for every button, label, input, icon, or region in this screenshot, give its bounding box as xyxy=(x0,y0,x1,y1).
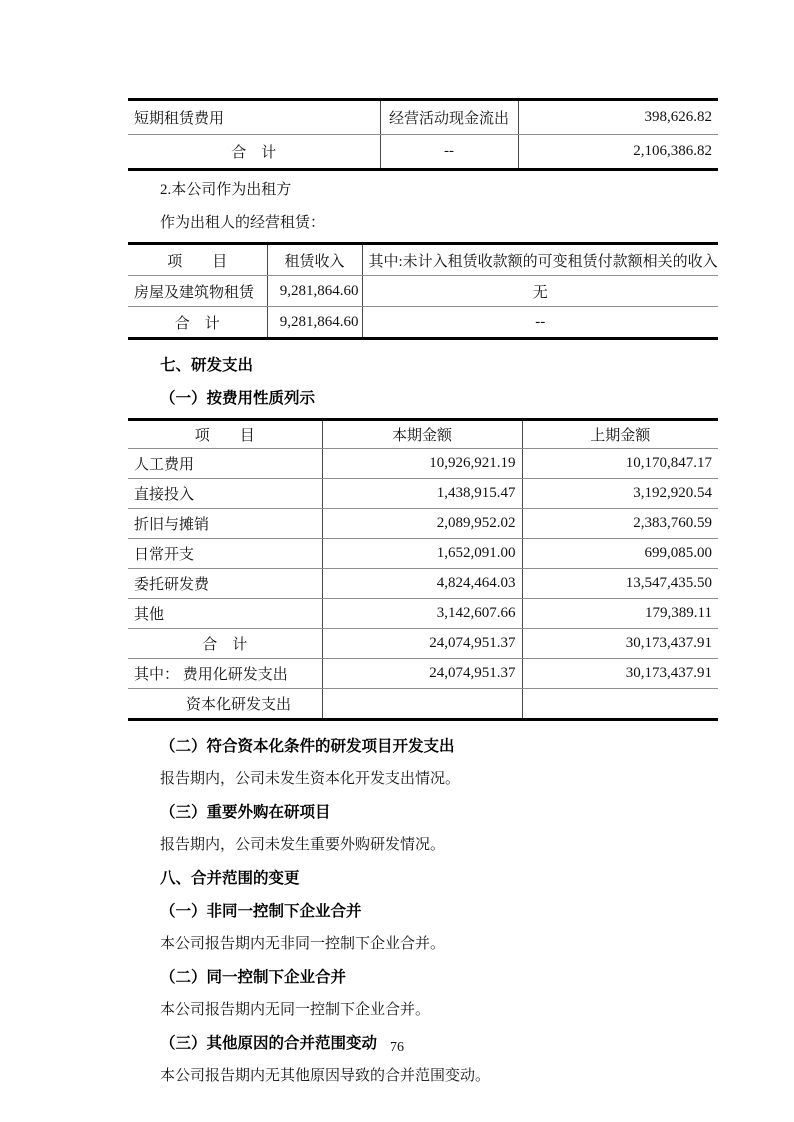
subsection-heading-rnd-2: （二）符合资本化条件的研发项目开发支出 xyxy=(160,738,455,755)
cell-label: 人工费用 xyxy=(128,449,322,479)
table-header-row xyxy=(128,244,718,276)
table-row xyxy=(128,569,718,599)
paragraph-merge-1: 本公司报告期内无非同一控制下企业合并。 xyxy=(160,936,446,952)
subsection-heading-rnd-3: （三）重要外购在研项目 xyxy=(160,804,331,821)
cell-income: 9,281,864.60 xyxy=(267,276,362,307)
cell-current: 10,926,921.19 xyxy=(322,449,522,479)
table-row xyxy=(128,689,718,720)
lessor-subtitle: 作为出租人的经营租赁： xyxy=(160,215,326,231)
table-row xyxy=(128,276,718,307)
table-row xyxy=(128,539,718,569)
lessor-lease-table xyxy=(128,242,718,340)
cell-channel: 经营活动现金流出 xyxy=(380,100,518,135)
cell-item: 短期租赁费用 xyxy=(128,100,380,135)
cell-label: 直接投入 xyxy=(128,479,322,509)
cell-income: 9,281,864.60 xyxy=(267,307,362,339)
cell-prior xyxy=(522,689,718,720)
cell-current: 1,652,091.00 xyxy=(322,539,522,569)
table-row xyxy=(128,449,718,479)
cell-label: 委托研发费 xyxy=(128,569,322,599)
subsection-heading-merge-2: （二）同一控制下企业合并 xyxy=(160,969,347,986)
cell-amount: 398,626.82 xyxy=(518,100,718,135)
header-prior: 上期金额 xyxy=(522,420,718,449)
cell-prior: 30,173,437.91 xyxy=(522,629,718,659)
cell-label: 其他 xyxy=(128,599,322,629)
cell-label: 合 计 xyxy=(128,629,322,659)
table-row xyxy=(128,100,718,135)
subsection-heading-rnd-1: （一）按费用性质列示 xyxy=(160,390,316,407)
cell-item: 合 计 xyxy=(174,315,220,332)
header-variable: 其中:未计入租赁收款额的可变租赁付款额相关的收入 xyxy=(362,244,718,276)
cell-current: 3,142,607.66 xyxy=(322,599,522,629)
cell-prior: 699,085.00 xyxy=(522,539,718,569)
cell-label: 资本化研发支出 xyxy=(186,697,292,713)
section-heading-merge: 八、合并范围的变更 xyxy=(160,870,300,887)
table-row xyxy=(128,479,718,509)
cell-label: 折旧与摊销 xyxy=(128,509,322,539)
cell-prior: 2,383,760.59 xyxy=(522,509,718,539)
lease-expense-table xyxy=(128,98,718,171)
cell-prior: 13,547,435.50 xyxy=(522,569,718,599)
cell-current xyxy=(322,689,522,720)
table-row xyxy=(128,659,718,689)
subsection-heading-merge-1: （一）非同一控制下企业合并 xyxy=(160,903,362,920)
header-current: 本期金额 xyxy=(322,420,522,449)
cell-label: 其中： 费用化研发支出 xyxy=(128,659,322,689)
cell-channel: -- xyxy=(380,135,518,170)
table-row xyxy=(128,599,718,629)
table-row-total xyxy=(128,307,718,339)
cell-label: 日常开支 xyxy=(128,539,322,569)
header-item: 项 目 xyxy=(128,420,322,449)
table-header-row xyxy=(128,420,718,449)
cell-prior: 179,389.11 xyxy=(522,599,718,629)
section-heading-rnd: 七、研发支出 xyxy=(160,357,254,374)
paragraph-rnd-2: 报告期内，公司未发生资本化开发支出情况。 xyxy=(160,771,461,787)
cell-variable: 无 xyxy=(362,276,718,307)
page-content xyxy=(128,98,718,1087)
page-number: 76 xyxy=(390,1040,404,1055)
cell-current: 1,438,915.47 xyxy=(322,479,522,509)
paragraph-rnd-3: 报告期内，公司未发生重要外购研发情况。 xyxy=(160,837,446,853)
table-row xyxy=(128,509,718,539)
header-item: 项 目 xyxy=(128,244,267,276)
cell-item: 房屋及建筑物租赁 xyxy=(128,276,267,307)
cell-current: 24,074,951.37 xyxy=(322,659,522,689)
cell-prior: 30,173,437.91 xyxy=(522,659,718,689)
paragraph-merge-3: 本公司报告期内无其他原因导致的合并范围变动。 xyxy=(160,1068,491,1084)
cell-prior: 10,170,847.17 xyxy=(522,449,718,479)
cell-current: 2,089,952.02 xyxy=(322,509,522,539)
cell-current: 4,824,464.03 xyxy=(322,569,522,599)
subsection-heading-merge-3: （三）其他原因的合并范围变动 xyxy=(160,1035,378,1052)
rnd-expenditure-table xyxy=(128,418,718,721)
table-row-total xyxy=(128,629,718,659)
cell-variable: -- xyxy=(362,307,718,339)
cell-item: 合 计 xyxy=(231,145,277,161)
header-income: 租赁收入 xyxy=(267,244,362,276)
paragraph-merge-2: 本公司报告期内无同一控制下企业合并。 xyxy=(160,1002,431,1018)
table-row-total xyxy=(128,135,718,170)
cell-current: 24,074,951.37 xyxy=(322,629,522,659)
cell-amount: 2,106,386.82 xyxy=(518,135,718,170)
cell-prior: 3,192,920.54 xyxy=(522,479,718,509)
lessor-title: 2.本公司作为出租方 xyxy=(160,182,292,198)
